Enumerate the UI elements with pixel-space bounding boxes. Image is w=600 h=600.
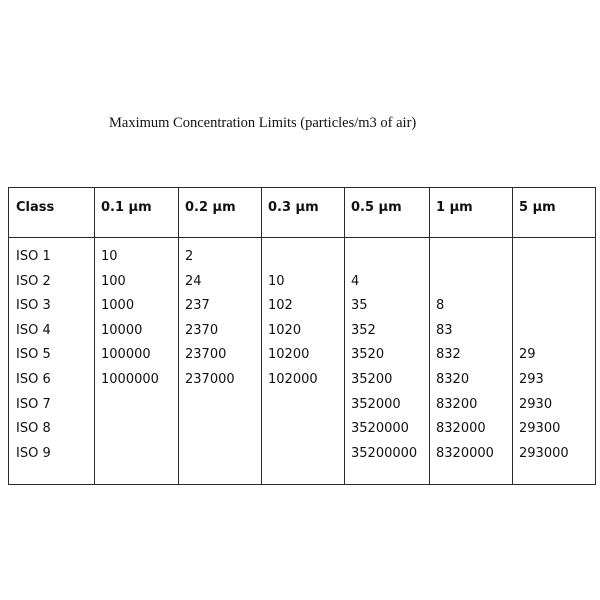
table-cell: 3520000	[351, 421, 409, 437]
column-divider	[512, 188, 513, 484]
column-header: Class	[16, 200, 55, 215]
table-cell: 10	[101, 249, 118, 264]
table-cell: 1000000	[101, 372, 159, 387]
column-header: 0.1 µm	[101, 200, 152, 215]
table-cell: 2	[185, 249, 194, 264]
table-cell: 832000	[436, 421, 486, 437]
table-cell: 3520	[351, 347, 385, 363]
table-cell: 1000	[101, 298, 135, 314]
table-cell: 23700	[185, 347, 227, 363]
table-cell: 293000	[519, 445, 569, 461]
table-cell: 29	[519, 347, 536, 363]
table-cell: 2930	[519, 396, 553, 412]
row-class-label: ISO 6	[16, 372, 51, 387]
table-cell: 237000	[185, 372, 235, 387]
column-divider	[429, 188, 430, 484]
table-cell: 8320	[436, 372, 470, 387]
table-cell: 100000	[101, 347, 151, 363]
iso-classification-table	[8, 187, 596, 485]
row-class-label: ISO 7	[16, 396, 51, 412]
table-cell: 24	[185, 273, 202, 289]
row-class-label: ISO 1	[16, 249, 51, 264]
column-divider	[94, 188, 95, 484]
table-cell: 10200	[268, 347, 310, 363]
row-class-label: ISO 8	[16, 421, 51, 437]
table-cell: 35200000	[351, 445, 418, 461]
table-cell: 1020	[268, 322, 302, 338]
table-cell: 35200	[351, 372, 393, 387]
column-divider	[261, 188, 262, 484]
table-cell: 8	[436, 298, 445, 314]
column-divider	[344, 188, 345, 484]
table-cell: 83200	[436, 396, 478, 412]
column-header: 0.3 µm	[268, 200, 319, 215]
table-cell: 2370	[185, 322, 219, 338]
column-header: 0.2 µm	[185, 200, 236, 215]
table-cell: 100	[101, 273, 126, 289]
header-divider	[9, 237, 595, 238]
table-cell: 832	[436, 347, 461, 363]
table-cell: 293	[519, 372, 544, 387]
table-cell: 83	[436, 322, 453, 338]
row-class-label: ISO 9	[16, 445, 51, 461]
row-class-label: ISO 5	[16, 347, 51, 363]
table-cell: 352000	[351, 396, 401, 412]
column-header: 1 µm	[436, 200, 473, 215]
table-cell: 237	[185, 298, 210, 314]
table-cell: 102000	[268, 372, 318, 387]
table-cell: 10	[268, 273, 285, 289]
table-cell: 102	[268, 298, 293, 314]
row-class-label: ISO 4	[16, 322, 51, 338]
table-caption: Maximum Concentration Limits (particles/m3 of air)	[109, 115, 417, 131]
table-cell: 8320000	[436, 445, 494, 461]
table-cell: 35	[351, 298, 368, 314]
table-cell: 10000	[101, 322, 143, 338]
column-header: 5 µm	[519, 200, 556, 215]
table-cell: 29300	[519, 421, 561, 437]
row-class-label: ISO 3	[16, 298, 51, 314]
row-class-label: ISO 2	[16, 273, 51, 289]
column-divider	[178, 188, 179, 484]
column-header: 0.5 µm	[351, 200, 402, 215]
table-cell: 4	[351, 273, 360, 289]
table-cell: 352	[351, 322, 376, 338]
